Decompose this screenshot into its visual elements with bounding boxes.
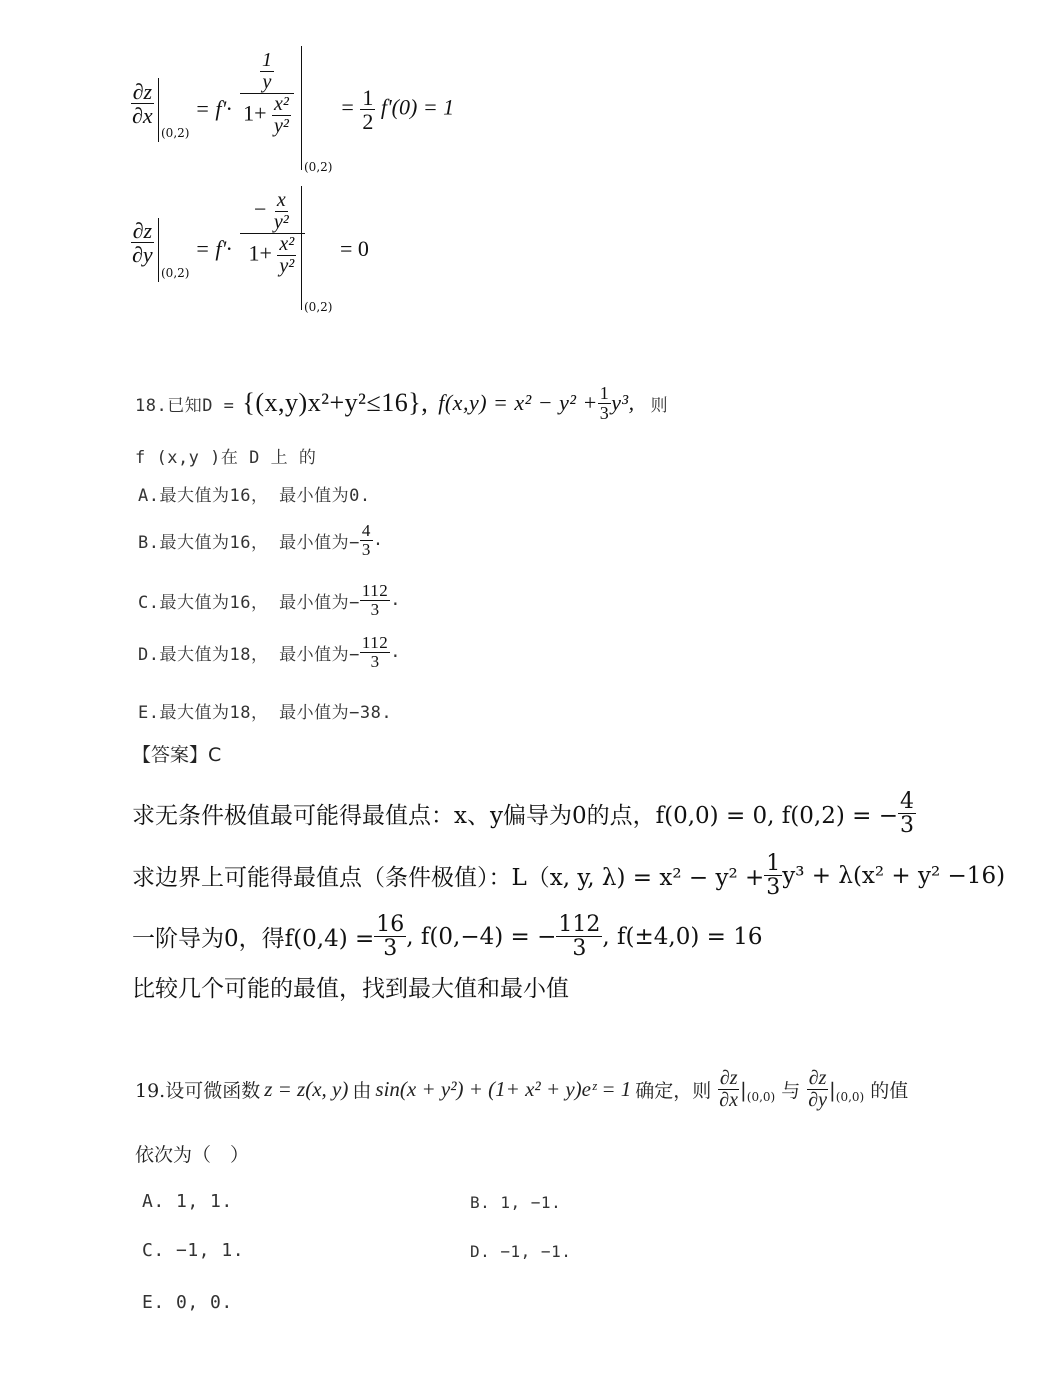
eval-point: (0,2) [161,126,190,140]
q18-option-b: B.最大值为16， 最小值为− $\frac{4}{3}$ . [138,521,384,559]
eval-point: (0,2) [161,266,190,280]
eval-bar [301,46,302,170]
q18-option-e: E.最大值为18， 最小值为−38. [138,703,393,723]
eval-bar [158,78,159,142]
q19-option-c: C. −1, 1. [142,1240,245,1261]
q19-stem-line2: 依次为（ ） [135,1144,250,1166]
q18-stem: 18.已知D = {(x,y)x²+y²≤16}, f(x,y) = x² − y² + $\frac{1}{3}$ y³, 则 [135,383,669,423]
big-fraction: $\frac{1}{y}$ 1+ $\frac{\text{x²}}{\text{y²}}$ [240,50,294,137]
dzdy-result: = 0 [340,236,369,261]
q19-stem: 19.设可微函数 z = z(x, y) 由 sin(x + y²) + (1+ x² + y)eᶻ = 1 确定，则 $\frac{\partial z}{\partial x}$ | (0,0) 与 $\frac{\partial z}{\partial y}$ | (0,0) 的值 [135,1067,909,1111]
eval-point: (0,2) [304,300,333,314]
q19-option-e: E. 0, 0. [142,1292,233,1313]
q18-stem-line2: f (x,y )在 D 上 的 [135,448,317,468]
solution-line-1: 求无条件极值最可能得最值点：x、y偏导为0的点，f(0,0) = 0, f(0,2) = − $\frac{4}{3}$ [132,789,914,839]
big-fraction: − $\frac{x}{\text{y²}}$ 1+ $\frac{\text{x²}}{\text{y²}}$ [240,190,305,277]
q18-option-c: C.最大值为16， 最小值为− $\frac{112}{3}$ . [138,581,402,619]
q18-option-a: A.最大值为16， 最小值为0. [138,486,371,506]
solution-line-4: 比较几个可能的最值，找到最大值和最小值 [132,976,569,1002]
solution-line-2: 求边界上可能得最值点（条件极值）：L（x, y, λ) = x² − y² + $\frac{1}{3}$ y³ + λ(x² + y² −16) [132,851,1006,901]
eval-point: (0,2) [304,160,333,174]
q19-option-d: D. −1, −1. [470,1242,572,1261]
f-prime: = f'· [195,96,232,121]
q18-option-d: D.最大值为18， 最小值为− $\frac{112}{3}$ . [138,633,402,671]
dzdx-lhs: $\frac{\partial z}{\partial x}$ [132,79,153,129]
eval-bar [301,186,302,310]
q19-option-a: A. 1, 1. [142,1191,233,1212]
q18-answer: 【答案】C [132,744,222,766]
eval-bar [158,218,159,282]
q19-option-b: B. 1, −1. [470,1193,562,1212]
dzdx-result: = $\frac{1}{2}$ f'(0) = 1 [340,85,455,135]
solution-line-3: 一阶导为0，得f(0,4) = $\frac{16}{3}$ , f(0,−4) = − $\frac{112}{3}$ , f(±4,0) = 16 [132,912,763,962]
